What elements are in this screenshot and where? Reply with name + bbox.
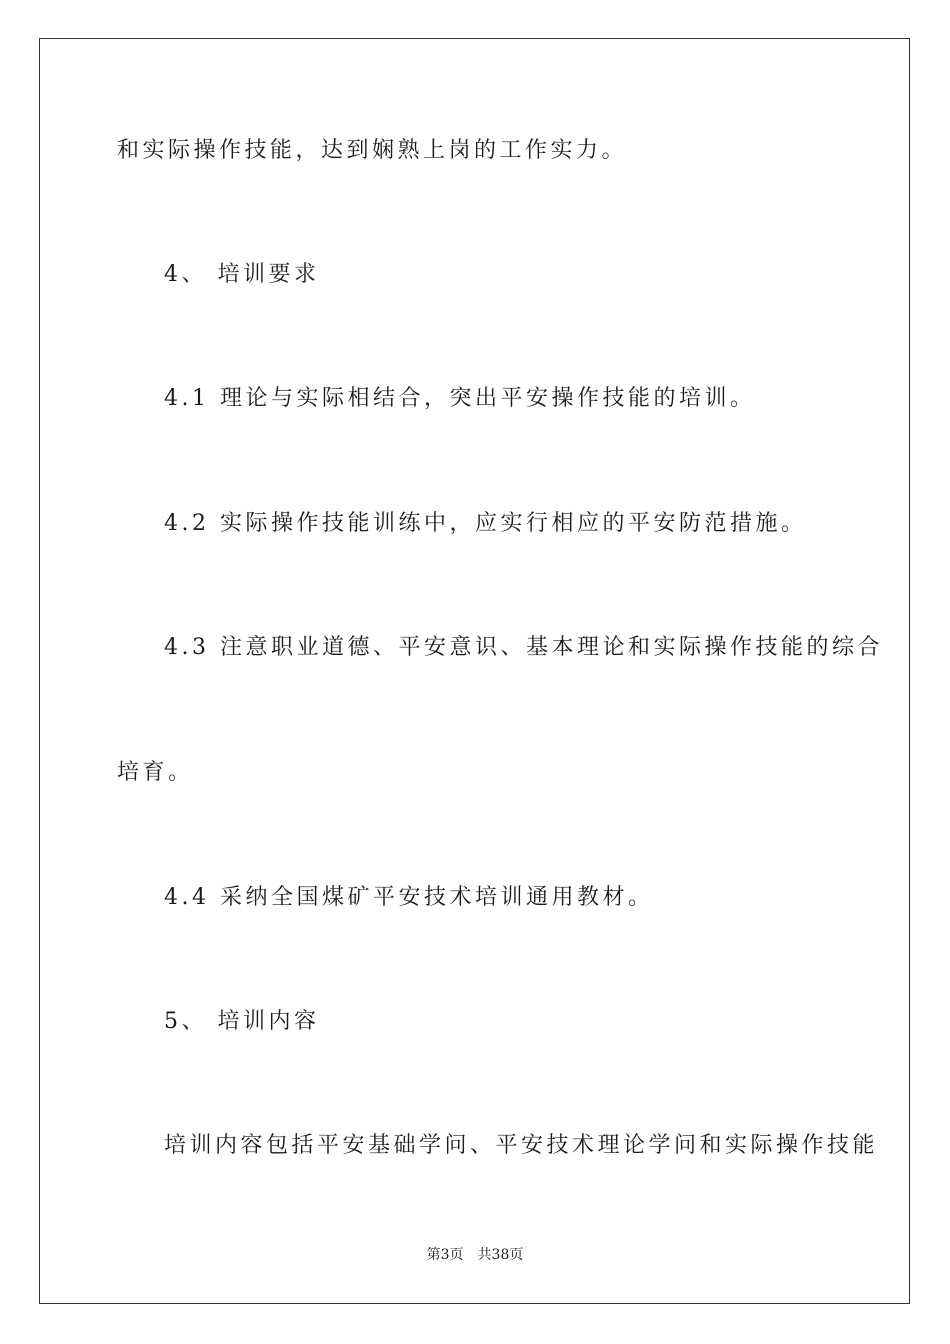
- page-border: [39, 38, 910, 1304]
- page-number: 第3页: [426, 1247, 464, 1263]
- paragraph-line: 培训内容包括平安基础学问、平安技术理论学问和实际操作技能: [164, 1133, 879, 1158]
- page-total: 共38页: [477, 1247, 524, 1263]
- paragraph-line: 和实际操作技能，达到娴熟上岗的工作实力。: [117, 138, 628, 163]
- section-heading: 5、 培训内容: [164, 1009, 320, 1034]
- list-item: 4.3 注意职业道德、平安意识、基本理论和实际操作技能的综合: [164, 635, 883, 660]
- page-footer: [0, 1245, 950, 1265]
- list-item: 4.1 理论与实际相结合，突出平安操作技能的培训。: [164, 386, 756, 411]
- list-item: 4.2 实际操作技能训练中，应实行相应的平安防范措施。: [164, 511, 807, 536]
- section-heading: 4、 培训要求: [164, 262, 320, 287]
- list-item: 4.4 采纳全国煤矿平安技术培训通用教材。: [164, 885, 654, 910]
- paragraph-line: 培育。: [117, 760, 194, 785]
